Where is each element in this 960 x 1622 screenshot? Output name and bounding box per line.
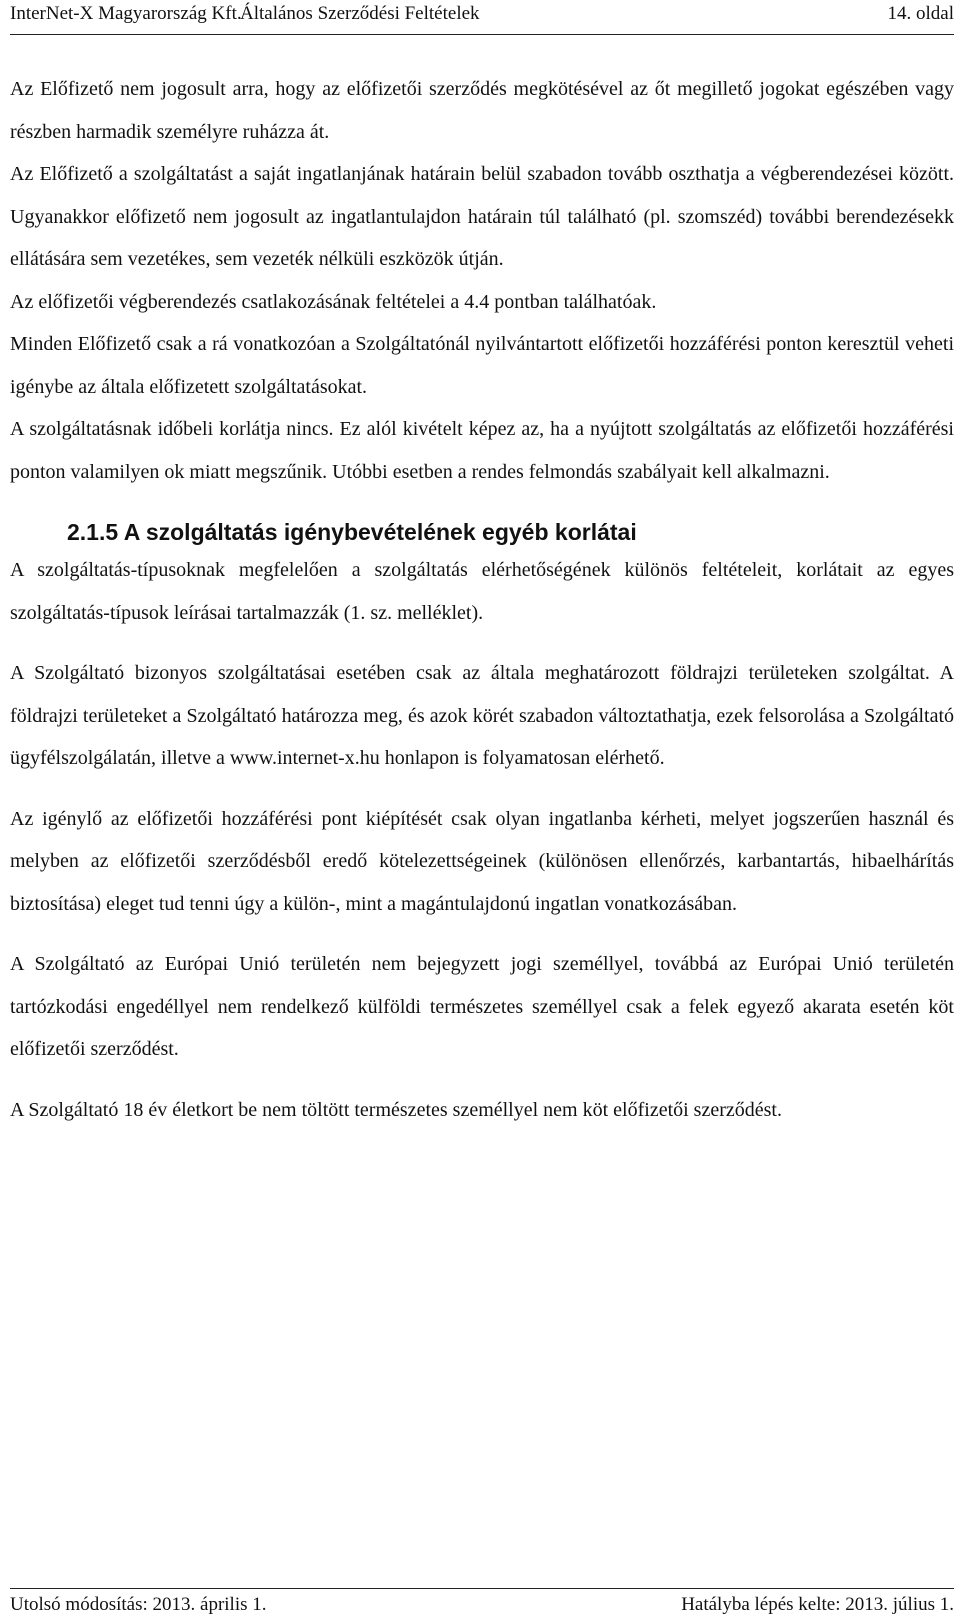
footer-effective-date: Hatályba lépés kelte: 2013. július 1. xyxy=(681,1594,954,1615)
document-body xyxy=(10,68,954,1131)
paragraph: Az igénylő az előfizetői hozzáférési pont kiépítését csak olyan ingatlanba kérheti, melyet jogszerűen használ és melyben az előfizetői szerződésből eredő kötelezettségeinek (különösen ellenőrzés, karbantartás, hibaelhárítás biztosítása) eleget tud tenni úgy a külön-, mint a magántulajdonú ingatlan vonatkozásában. xyxy=(10,807,954,915)
header-page-number: 14. oldal xyxy=(887,3,954,24)
paragraph: A Szolgáltató 18 év életkort be nem töltött természetes személlyel nem köt előfizetői szerződést. xyxy=(10,1098,782,1121)
footer-last-modified: Utolsó módosítás: 2013. április 1. xyxy=(10,1594,267,1615)
paragraph: Minden Előfizető csak a rá vonatkozóan a Szolgáltatónál nyilvántartott előfizetői hozzáférési ponton keresztül veheti igénybe az általa előfizetett szolgáltatásokat. xyxy=(10,333,954,398)
paragraph: A Szolgáltató bizonyos szolgáltatásai esetében csak az általa meghatározott földrajzi területeken szolgáltat. A földrajzi területeket a Szolgáltató határozza meg, és azok körét szabadon változtathatja, ezek felsorolása a Szolgáltató ügyfélszolgálatán, illetve a www.internet-x.hu honlapon is folyamatosan elérhető. xyxy=(10,662,954,769)
page-header xyxy=(10,0,954,35)
header-company: InterNet-X Magyarország Kft. xyxy=(10,3,242,24)
paragraph: Az Előfizető nem jogosult arra, hogy az előfizetői szerződés megkötésével az őt megillető jogokat egészében vagy részben harmadik személyre ruházza át. xyxy=(10,78,954,143)
page-footer xyxy=(10,1588,954,1619)
header-document-title: Általános Szerződési Feltételek xyxy=(240,3,480,24)
paragraph: A Szolgáltató az Európai Unió területén nem bejegyzett jogi személlyel, továbbá az Európai Unió területén tartózkodási engedéllyel nem rendelkező külföldi természetes személlyel csak a felek egyező akarata esetén köt előfizetői szerződést. xyxy=(10,953,954,1060)
paragraph: Az előfizetői végberendezés csatlakozásának feltételei a 4.4 pontban találhatóak. xyxy=(10,290,657,313)
paragraph: A szolgáltatás-típusoknak megfelelően a szolgáltatás elérhetőségének különös feltételeit, korlátait az egyes szolgáltatás-típusok leírásai tartalmazzák (1. sz. melléklet). xyxy=(10,559,954,624)
paragraph: A szolgáltatásnak időbeli korlátja nincs. Ez alól kivételt képez az, ha a nyújtott szolgáltatás az előfizetői hozzáférési ponton valamilyen ok miatt megszűnik. Utóbbi esetben a rendes felmondás szabályait kell alkalmazni. xyxy=(10,418,954,483)
section-heading: 2.1.5 A szolgáltatás igénybevételének egyéb korlátai xyxy=(67,519,637,545)
paragraph: Az Előfizető a szolgáltatást a saját ingatlanjának határain belül szabadon tovább oszthatja a végberendezései között. Ugyanakkor előfizető nem jogosult az ingatlantulajdon határain túl található (pl. szomszéd) további berendezésekk ellátására sem vezetékes, sem vezeték nélküli eszközök útján. xyxy=(10,163,954,270)
